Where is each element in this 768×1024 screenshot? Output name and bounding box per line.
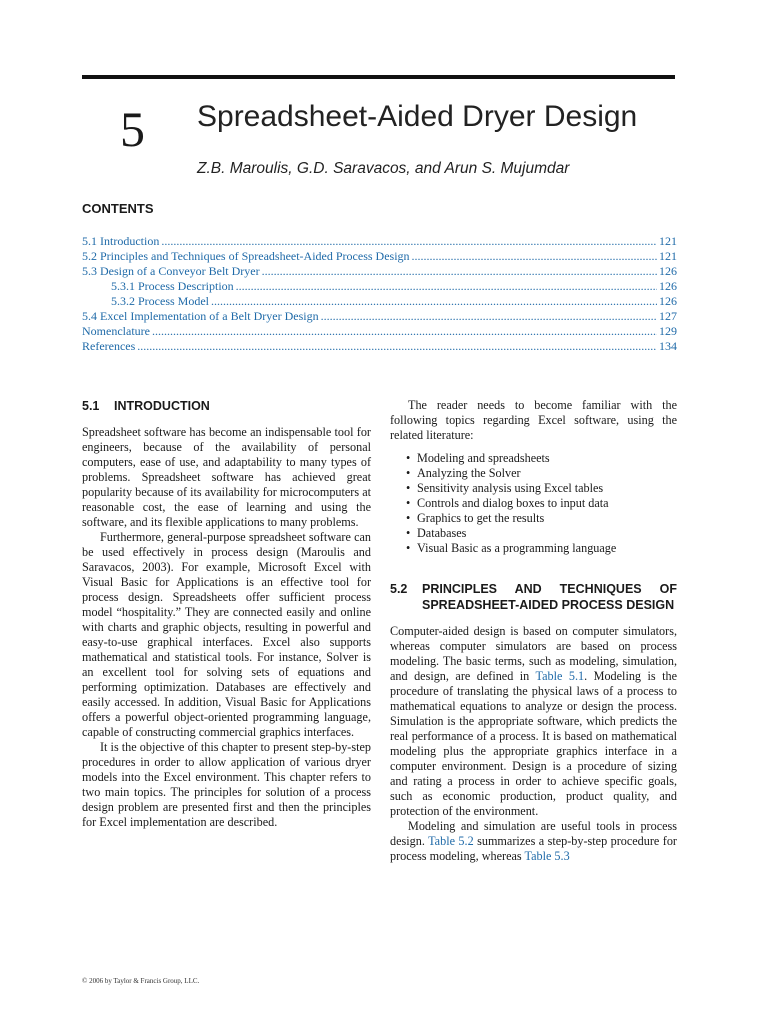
contents-heading: CONTENTS — [82, 201, 154, 216]
toc-entry-nomenclature[interactable]: Nomenclature ..... 129 — [82, 324, 677, 339]
table-5-1-link[interactable]: Table 5.1 — [535, 669, 585, 683]
left-column — [82, 398, 371, 830]
chapter-authors: Z.B. Maroulis, G.D. Saravacos, and Arun S. Mujumdar — [197, 160, 570, 177]
toc-entry-5-4[interactable]: 5.4 Excel Implementation of a Belt Dryer Design ..... 127 — [82, 309, 677, 324]
toc-entry-5-2[interactable]: 5.2 Principles and Techniques of Spreadsheet-Aided Process Design ..... 121 — [82, 249, 677, 264]
section-heading-principles: 5.2 PRINCIPLES AND TECHNIQUES OF SPREADSHEET-AIDED PROCESS DESIGN — [390, 582, 677, 612]
copyright-footer: © 2006 by Taylor & Francis Group, LLC. — [82, 977, 200, 985]
list-item: • Modeling and spreadsheets — [406, 451, 677, 466]
list-item: • Databases — [406, 526, 677, 541]
toc-entry-references[interactable]: References ..... 134 — [82, 339, 677, 354]
toc-entry-5-3[interactable]: 5.3 Design of a Conveyor Belt Dryer ..... 126 — [82, 264, 677, 279]
list-item: • Controls and dialog boxes to input data — [406, 496, 677, 511]
excel-topics-list — [390, 451, 677, 556]
list-item: • Graphics to get the results — [406, 511, 677, 526]
toc-entry-5-3-1[interactable]: 5.3.1 Process Description ..... 126 — [82, 279, 677, 294]
table-5-3-link[interactable]: Table 5.3 — [524, 849, 570, 863]
principles-paragraph-2: Modeling and simulation are useful tools in process design. Table 5.2 summarizes a step-by-step procedure for process modeling, whereas Table 5.3 — [390, 819, 677, 863]
reader-topics-intro: The reader needs to become familiar with the following topics regarding Excel software, using the related literature: — [390, 398, 677, 442]
table-5-2-link[interactable]: Table 5.2 — [428, 834, 474, 848]
chapter-number: 5 — [120, 101, 145, 157]
toc-entry-5-1[interactable]: 5.1 Introduction ..... 121 — [82, 234, 677, 249]
intro-paragraph-3: It is the objective of this chapter to present step-by-step procedures in order to allow application of various dryer models into the Excel environment. This chapter refers to two main topics. The principles for solution of a process design problem are presented first and then the principles for Excel implementation are described. — [82, 740, 371, 829]
list-item: • Sensitivity analysis using Excel tables — [406, 481, 677, 496]
right-column — [390, 398, 677, 864]
table-of-contents — [82, 234, 677, 354]
principles-paragraph-1: Computer-aided design is based on computer simulators, whereas computer simulators are based on process modeling. The basic terms, such as modeling, simulation, and design, are defined in Table 5.1. Modeling is the procedure of translating the physical laws of a process to mathematical equations to analyze or design the process. Simulation is the appropriate software, which predicts the real performance of a process. It is based on mathematical modeling plus the appropriate graphics interface in a computer environment. Design is a procedure of sizing and rating a process in order to achieve specific goals, such as economic production, product quality, and protection of the environment. — [390, 624, 677, 818]
intro-paragraph-1: Spreadsheet software has become an indispensable tool for engineers, because of the availability of personal computers, ease of use, and adaptability to many types of problems. Spreadsheet software has achieved great popularity because of its availability for microcomputers at reasonable cost, the ease of learning and using the software, and its flexible applications to many problems. — [82, 425, 371, 529]
list-item: • Analyzing the Solver — [406, 466, 677, 481]
list-item: • Visual Basic as a programming language — [406, 541, 677, 556]
intro-paragraph-2: Furthermore, general-purpose spreadsheet software can be used effectively in process design (Maroulis and Saravacos, 2003). For example, Microsoft Excel with Visual Basic for Applications is an effective tool for process design. Spreadsheets offer sufficient process model “hospitality.” They are connected easily and online with charts and graphic objects, resulting in powerful and easy-to-use graphical interfaces. Excel also supports mathematical and statistical tools. For instance, Solver is an excellent tool for solving sets of equations and performing optimization. Databases are effectively and easily accessed. In addition, Visual Basic for Applications offers a powerful object-oriented programming language, capable of constructing commercial graphics interfaces. — [82, 530, 371, 739]
chapter-top-rule — [82, 75, 675, 79]
toc-entry-5-3-2[interactable]: 5.3.2 Process Model ..... 126 — [82, 294, 677, 309]
section-heading-introduction: 5.1 INTRODUCTION — [82, 399, 210, 413]
chapter-title: Spreadsheet-Aided Dryer Design — [197, 100, 638, 133]
